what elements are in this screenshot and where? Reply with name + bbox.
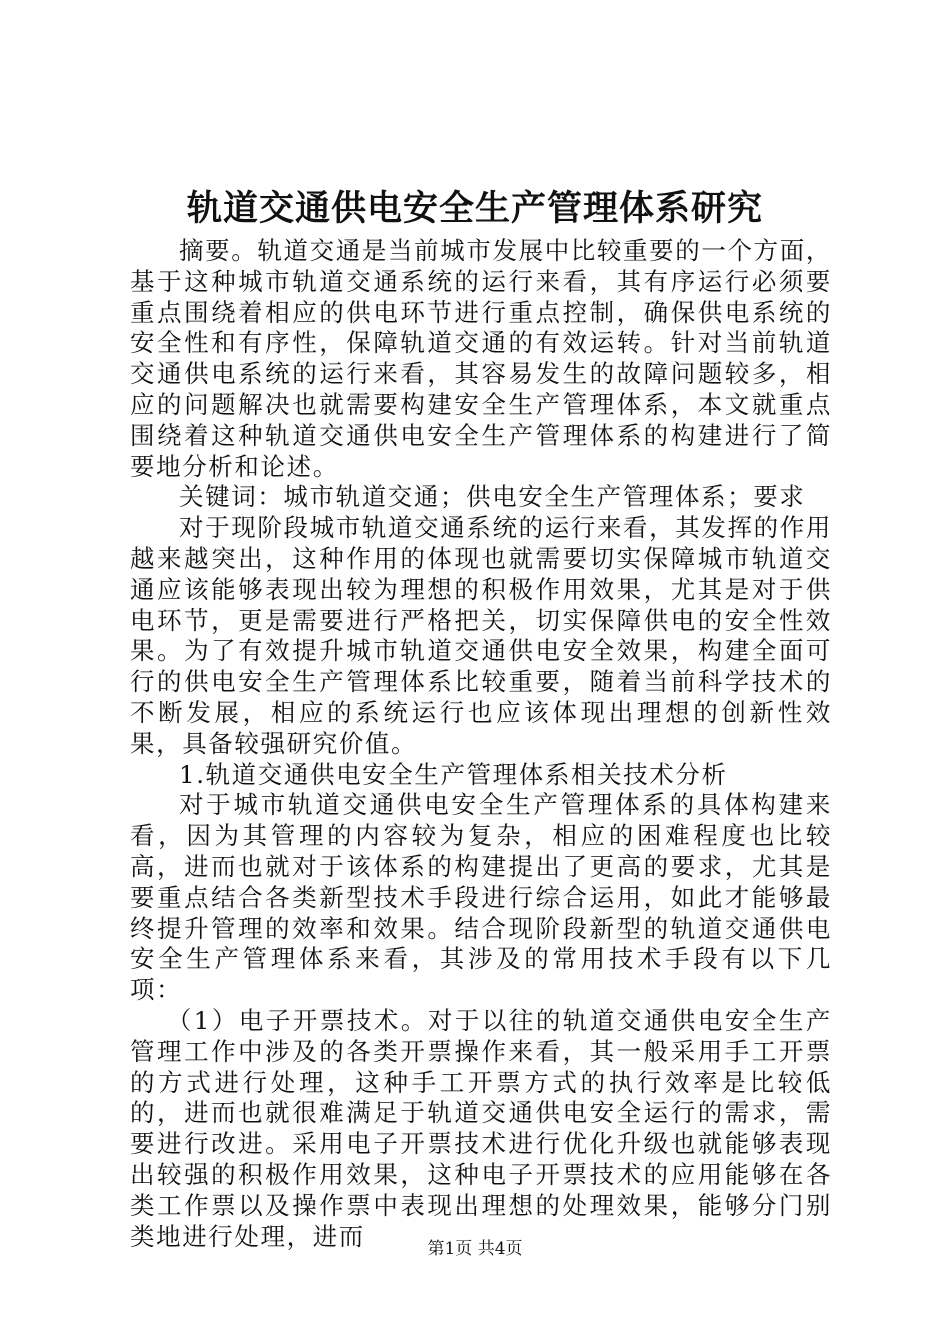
abstract-paragraph: 摘要。轨道交通是当前城市发展中比较重要的一个方面，基于这种城市轨道交通系统的运行来看，其有序运行必须要重点围绕着相应的供电环节进行重点控制，确保供电系统的安全性和有序性，保障轨道交通的有效运转。针对当前轨道交通供电系统的运行来看，其容易发生的故障问题较多，相应的问题解决也就需要构建安全生产管理体系，本文就重点围绕着这种轨道交通供电安全生产管理体系的构建进行了简要地分析和论述。	[130, 236, 832, 481]
body-paragraph: （1）电子开票技术。对于以往的轨道交通供电安全生产管理工作中涉及的各类开票操作来看，其一般采用手工开票的方式进行处理，这种手工开票方式的执行效率是比较低的，进而也就很难满足于轨道交通供电安全运行的需求，需要进行改进。采用电子开票技术进行优化升级也就能够表现出较强的积极作用效果，这种电子开票技术的应用能够在各类工作票以及操作票中表现出理想的处理效果，能够分门别类地进行处理，进而	[130, 1005, 832, 1251]
body-paragraph: 对于城市轨道交通供电安全生产管理体系的具体构建来看，因为其管理的内容较为复杂，相应的困难程度也比较高，进而也就对于该体系的构建提出了更高的要求，尤其是要重点结合各类新型技术手段进行综合运用，如此才能够最终提升管理的效率和效果。结合现阶段新型的轨道交通供电安全生产管理体系来看，其涉及的常用技术手段有以下几项：	[130, 790, 832, 1005]
intro-paragraph: 对于现阶段城市轨道交通系统的运行来看，其发挥的作用越来越突出，这种作用的体现也就需要切实保障城市轨道交通应该能够表现出较为理想的积极作用效果，尤其是对于供电环节，更是需要进行严格把关，切实保障供电的安全性效果。为了有效提升城市轨道交通供电安全效果，构建全面可行的供电安全生产管理体系比较重要，随着当前科学技术的不断发展，相应的系统运行也应该体现出理想的创新性效果，具备较强研究价值。	[130, 513, 832, 758]
document-body	[130, 236, 832, 1252]
document-title: 轨道交通供电安全生产管理体系研究	[186, 188, 763, 229]
page-footer: 第1页 共4页	[427, 1239, 523, 1259]
keywords-paragraph: 关键词：城市轨道交通；供电安全生产管理体系；要求	[179, 482, 806, 512]
section-heading: 1.轨道交通供电安全生产管理体系相关技术分析	[179, 759, 728, 789]
